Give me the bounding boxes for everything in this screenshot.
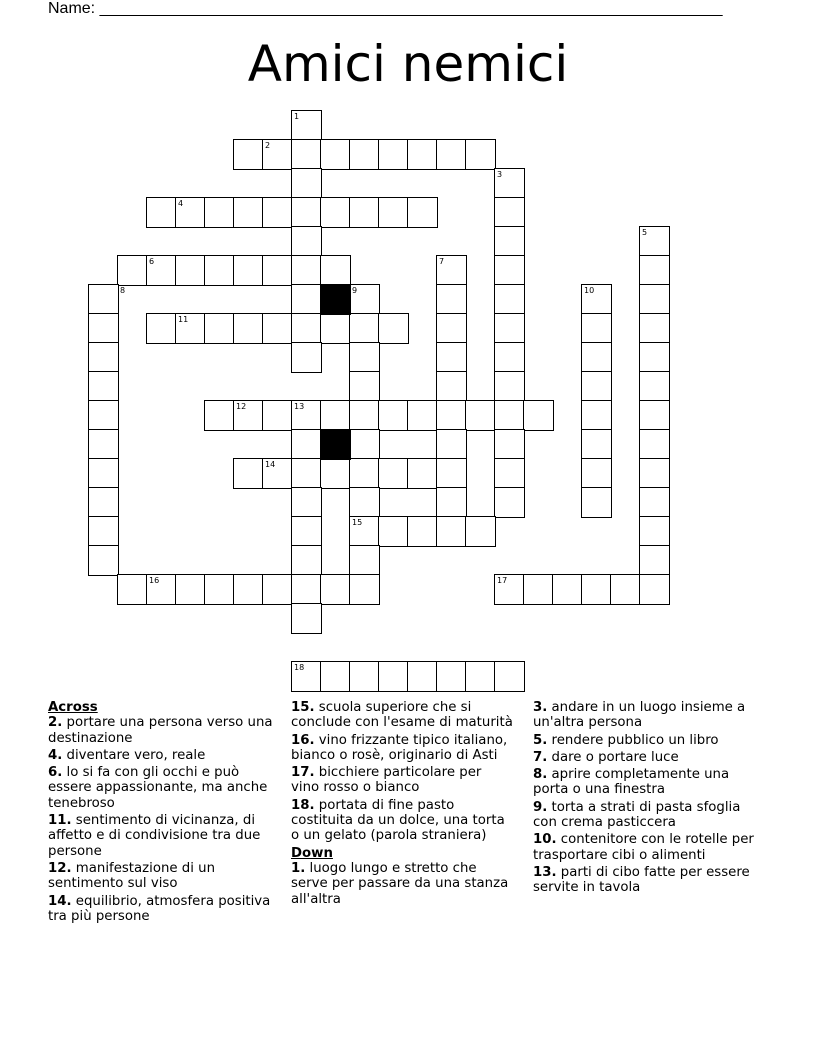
grid-cell[interactable] (639, 487, 670, 518)
grid-cell[interactable] (349, 313, 380, 344)
grid-cell[interactable] (262, 400, 293, 431)
grid-cell[interactable] (378, 661, 409, 692)
grid-cell[interactable] (88, 313, 119, 344)
grid-cell[interactable] (291, 197, 322, 228)
clue-number-12: 12 (236, 402, 247, 411)
grid-cell[interactable] (494, 284, 525, 315)
grid-cell[interactable] (523, 400, 554, 431)
grid-cell[interactable] (291, 139, 322, 170)
grid-cell[interactable] (581, 313, 612, 344)
grid-cell[interactable] (262, 574, 293, 605)
grid-cell[interactable] (320, 400, 351, 431)
grid-cell[interactable] (465, 139, 496, 170)
clue-across-16: 16. vino frizzante tipico italiano, bianco o rosè, originario di Asti (291, 732, 508, 763)
grid-cell[interactable] (639, 371, 670, 402)
clue-across-18: 18. portata di fine pasto costituita da un dolce, una torta o un gelato (parola straniera) (291, 797, 505, 844)
grid-cell[interactable] (291, 458, 322, 489)
grid-cell[interactable] (436, 371, 467, 402)
grid-cell[interactable] (494, 313, 525, 344)
grid-cell[interactable] (349, 487, 380, 518)
clue-number-1: 1 (294, 112, 300, 121)
grid-cell-black (320, 429, 351, 460)
clue-number-5: 5 (642, 228, 648, 237)
grid-cell[interactable] (262, 255, 293, 286)
clue-number-6: 6 (149, 257, 155, 266)
clue-across-6: 6. lo si fa con gli occhi e può essere appassionante, ma anche tenebroso (48, 765, 268, 811)
clue-number-13: 13 (294, 402, 305, 411)
clue-number-4: 4 (178, 199, 184, 208)
grid-cell[interactable] (639, 545, 670, 576)
grid-cell[interactable] (88, 516, 119, 547)
grid-cell[interactable] (407, 458, 438, 489)
grid-cell[interactable] (233, 255, 264, 286)
grid-cell[interactable] (88, 429, 119, 460)
grid-cell[interactable] (407, 400, 438, 431)
grid-cell[interactable] (378, 516, 409, 547)
grid-cell[interactable] (639, 516, 670, 547)
grid-cell[interactable] (494, 429, 525, 460)
grid-cell[interactable] (349, 371, 380, 402)
grid-cell[interactable] (581, 400, 612, 431)
grid-cell[interactable] (175, 255, 206, 286)
grid-cell[interactable] (291, 342, 322, 373)
grid-cell[interactable] (639, 284, 670, 315)
grid-cell[interactable] (349, 400, 380, 431)
grid-cell[interactable] (320, 139, 351, 170)
grid-cell[interactable] (88, 487, 119, 518)
grid-cell[interactable] (494, 661, 525, 692)
grid-cell[interactable] (349, 661, 380, 692)
grid-cell[interactable] (204, 197, 235, 228)
grid-cell[interactable] (291, 284, 322, 315)
grid-cell[interactable] (407, 516, 438, 547)
grid-cell[interactable] (349, 545, 380, 576)
grid-cell[interactable] (581, 371, 612, 402)
grid-cell[interactable] (494, 197, 525, 228)
clue-number-18: 18 (294, 663, 305, 672)
grid-cell[interactable] (320, 458, 351, 489)
grid-cell[interactable] (349, 197, 380, 228)
clue-number-3: 3 (497, 170, 503, 179)
name-field: Name: ______________________________________________________________________ (48, 0, 723, 17)
grid-cell[interactable] (378, 313, 409, 344)
grid-cell[interactable] (291, 516, 322, 547)
clue-across-15: 15. scuola superiore che si conclude con l'esame di maturità (291, 700, 513, 731)
grid-cell[interactable] (436, 284, 467, 315)
grid-cell[interactable] (494, 458, 525, 489)
grid-cell[interactable] (581, 429, 612, 460)
grid-cell[interactable] (494, 226, 525, 257)
grid-cell[interactable] (552, 574, 583, 605)
grid-cell[interactable] (494, 487, 525, 518)
grid-cell[interactable] (320, 255, 351, 286)
grid-cell[interactable] (639, 458, 670, 489)
grid-cell[interactable] (291, 545, 322, 576)
grid-cell[interactable] (465, 400, 496, 431)
grid-cell[interactable] (378, 139, 409, 170)
clue-number-9: 9 (352, 286, 358, 295)
grid-cell[interactable] (581, 458, 612, 489)
clues-column-2 (291, 700, 513, 909)
grid-cell[interactable] (436, 342, 467, 373)
grid-cell[interactable] (639, 313, 670, 344)
clue-across-17: 17. bicchiere particolare per vino rosso o bianco (291, 765, 482, 796)
grid-cell[interactable] (204, 313, 235, 344)
grid-cell[interactable] (436, 429, 467, 460)
clue-across-11: 11. sentimento di vicinanza, di affetto e di condivisione tra due persone (48, 813, 261, 859)
grid-cell[interactable] (378, 458, 409, 489)
grid-cell[interactable] (581, 342, 612, 373)
grid-cell[interactable] (291, 313, 322, 344)
grid-cell[interactable] (436, 400, 467, 431)
grid-cell[interactable] (146, 313, 177, 344)
grid-cell[interactable] (407, 139, 438, 170)
grid-cell[interactable] (436, 458, 467, 489)
grid-cell[interactable] (349, 139, 380, 170)
clue-across-2: 2. portare una persona verso una destinazione (48, 715, 273, 746)
grid-cell[interactable] (610, 574, 641, 605)
grid-cell[interactable] (291, 168, 322, 199)
clues-column-3 (533, 700, 768, 898)
grid-cell[interactable] (320, 661, 351, 692)
grid-cell[interactable] (320, 574, 351, 605)
grid-cell[interactable] (436, 661, 467, 692)
grid-cell[interactable] (88, 400, 119, 431)
grid-cell[interactable] (291, 226, 322, 257)
grid-cell[interactable] (233, 313, 264, 344)
grid-cell[interactable] (233, 197, 264, 228)
clue-number-7: 7 (439, 257, 445, 266)
grid-cell[interactable] (523, 574, 554, 605)
grid-cell[interactable] (349, 458, 380, 489)
clue-number-15: 15 (352, 518, 363, 527)
clue-number-14: 14 (265, 460, 276, 469)
clue-number-2: 2 (265, 141, 271, 150)
grid-cell[interactable] (233, 139, 264, 170)
grid-cell[interactable] (407, 661, 438, 692)
grid-cell[interactable] (291, 574, 322, 605)
clue-across-14: 14. equilibrio, atmosfera positiva tra più persone (48, 893, 271, 924)
grid-cell[interactable] (349, 342, 380, 373)
grid-cell[interactable] (639, 342, 670, 373)
grid-cell[interactable] (291, 487, 322, 518)
clues-column-1 (48, 700, 282, 926)
grid-cell[interactable] (291, 603, 322, 634)
grid-cell[interactable] (639, 255, 670, 286)
grid-cell[interactable] (291, 429, 322, 460)
grid-cell[interactable] (88, 342, 119, 373)
grid-cell[interactable] (262, 197, 293, 228)
grid-cell[interactable] (291, 255, 322, 286)
clue-number-16: 16 (149, 576, 160, 585)
grid-cell[interactable] (117, 574, 148, 605)
grid-cell[interactable] (378, 197, 409, 228)
grid-cell[interactable] (233, 458, 264, 489)
clue-down-9: 9. torta a strati di pasta sfoglia con crema pasticcera (533, 799, 741, 831)
grid-cell[interactable] (581, 574, 612, 605)
grid-cell[interactable] (436, 313, 467, 344)
clue-down-3: 3. andare in un luogo insieme a un'altra persona (533, 700, 746, 731)
grid-cell[interactable] (88, 284, 119, 315)
grid-cell[interactable] (204, 255, 235, 286)
grid-cell[interactable] (146, 197, 177, 228)
grid-cell[interactable] (639, 574, 670, 605)
clue-number-10: 10 (584, 286, 595, 295)
grid-cell[interactable] (175, 574, 206, 605)
clue-across-12: 12. manifestazione di un sentimento sul viso (48, 860, 216, 892)
clue-across-4: 4. diventare vero, reale (48, 747, 206, 763)
grid-cell[interactable] (494, 371, 525, 402)
grid-cell[interactable] (88, 458, 119, 489)
clue-number-11: 11 (178, 315, 189, 324)
grid-cell[interactable] (320, 313, 351, 344)
grid-cell[interactable] (349, 574, 380, 605)
grid-cell[interactable] (639, 429, 670, 460)
clue-down-13: 13. parti di cibo fatte per essere servite in tavola (533, 864, 750, 896)
grid-cell[interactable] (494, 255, 525, 286)
clue-number-8: 8 (120, 286, 126, 295)
clue-number-17: 17 (497, 576, 508, 585)
across-heading: Across (48, 700, 98, 715)
grid-cell[interactable] (117, 255, 148, 286)
clue-down-7: 7. dare o portare luce (533, 749, 679, 765)
grid-cell[interactable] (494, 400, 525, 431)
grid-cell[interactable] (320, 197, 351, 228)
grid-cell[interactable] (465, 661, 496, 692)
grid-cell[interactable] (581, 487, 612, 518)
clue-down-1: 1. luogo lungo e stretto che serve per passare da una stanza all'altra (291, 860, 509, 907)
down-heading: Down (291, 845, 333, 861)
grid-cell-black (320, 284, 351, 315)
grid-cell[interactable] (88, 371, 119, 402)
clue-down-8: 8. aprire completamente una porta o una finestra (533, 767, 730, 798)
clue-down-5: 5. rendere pubblico un libro (533, 732, 719, 748)
grid-cell[interactable] (494, 342, 525, 373)
grid-cell[interactable] (436, 487, 467, 518)
grid-cell[interactable] (465, 516, 496, 547)
grid-cell[interactable] (204, 574, 235, 605)
grid-cell[interactable] (204, 400, 235, 431)
grid-cell[interactable] (639, 400, 670, 431)
grid-cell[interactable] (407, 197, 438, 228)
clue-down-10: 10. contenitore con le rotelle per trasportare cibi o alimenti (533, 832, 754, 863)
grid-cell[interactable] (88, 545, 119, 576)
grid-cell[interactable] (378, 400, 409, 431)
grid-cell[interactable] (436, 139, 467, 170)
grid-cell[interactable] (349, 429, 380, 460)
grid-cell[interactable] (436, 516, 467, 547)
grid-cell[interactable] (262, 313, 293, 344)
grid-cell[interactable] (233, 574, 264, 605)
page-title: Amici nemici (247, 35, 569, 93)
